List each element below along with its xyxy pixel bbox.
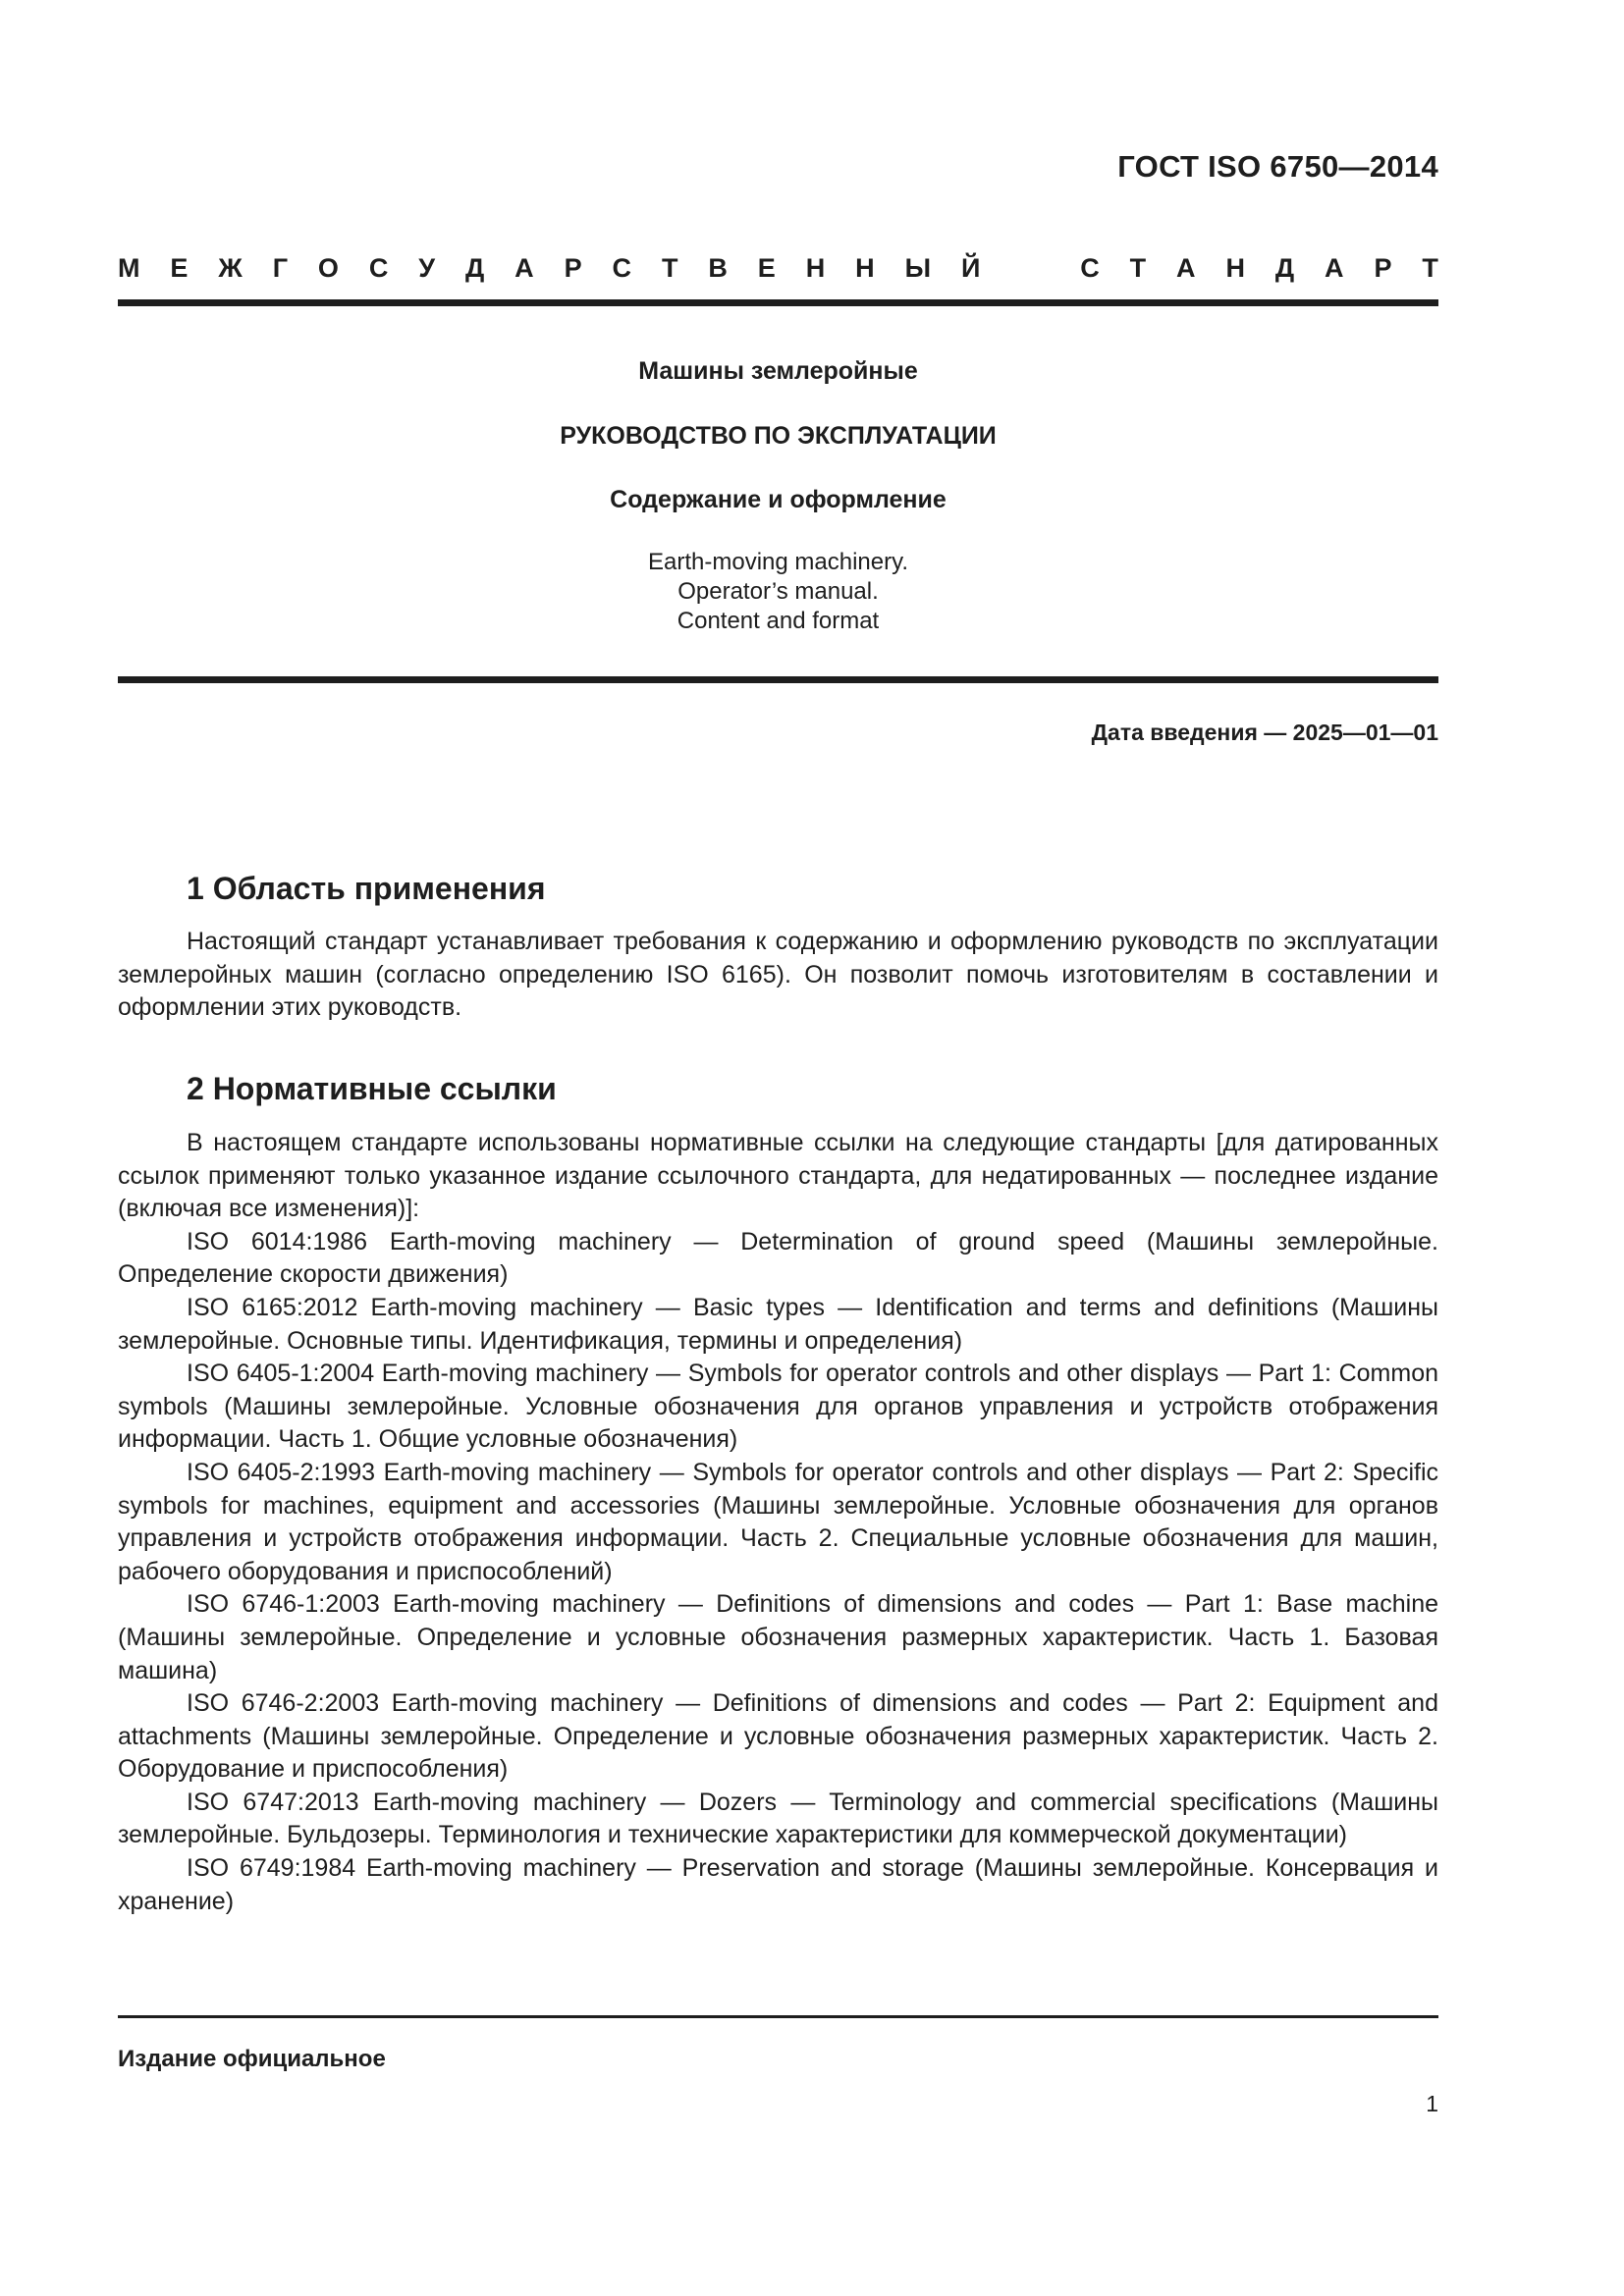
reference-item: ISO 6014:1986 Earth-moving machinery — Determination of ground speed (Машины землеройные. Определение скорости движения)	[118, 1227, 1438, 1289]
reference-item: ISO 6746-2:2003 Earth-moving machinery — Definitions of dimensions and codes — Part 2: Equipment and attachments (Машины землеройные. Определение и условные обозначения размерных характеристик. Часть 2. Оборудование и приспособления)	[118, 1689, 1438, 1784]
spaced-letter: О	[317, 253, 339, 283]
spaced-letter: А	[514, 253, 534, 283]
english-title-line-2: Operator’s manual.	[677, 578, 879, 605]
standard-type-heading	[118, 253, 1438, 284]
reference-item: ISO 6749:1984 Earth-moving machinery — Preservation and storage (Машины землеройные. Консервация и хранение)	[118, 1854, 1438, 1915]
spaced-letter: У	[418, 253, 436, 283]
title-line-2: РУКОВОДСТВО ПО ЭКСПЛУАТАЦИИ	[560, 422, 997, 450]
reference-item: ISO 6165:2012 Earth-moving machinery — Basic types — Identification and terms and definitions (Машины землеройные. Основные типы. Идентификация, термины и определения)	[118, 1293, 1438, 1355]
spaced-letter: Е	[757, 253, 776, 283]
spaced-letter: Е	[170, 253, 189, 283]
spaced-letter: В	[708, 253, 728, 283]
section-1-text: Настоящий стандарт устанавливает требования к содержанию и оформлению руководств по эксплуатации землеройных машин (согласно определению ISO 6165). Он позволит помочь изготовителям в составлении и оформлении этих руководств.	[118, 928, 1438, 1022]
english-title	[118, 548, 1438, 636]
reference-item: ISO 6405-2:1993 Earth-moving machinery — Symbols for operator controls and other displays — Part 2: Specific symbols for machines, equipment and accessories (Машины землеройные. Условные обозначения для органов управления и устройств отображения информации. Часть 2. Специальные условные обозначения для машин, рабочего оборудования и приспособлений)	[118, 1458, 1438, 1585]
spaced-letter: Р	[564, 253, 582, 283]
spaced-letter: Н	[855, 253, 875, 283]
section-2-intro: В настоящем стандарте использованы нормативные ссылки на следующие стандарты [для датированных ссылок применяют только указанное издание ссылочного стандарта, для недатированных — последнее издание (включая все изменения)]:	[118, 1129, 1438, 1223]
spaced-letter: Д	[1274, 253, 1295, 283]
word-gap	[1010, 253, 1050, 284]
spaced-letter: Н	[1225, 253, 1245, 283]
spaced-letter: С	[1080, 253, 1100, 283]
spaced-letter: А	[1176, 253, 1196, 283]
spaced-letter: Н	[805, 253, 826, 283]
page-number: 1	[1426, 2091, 1438, 2116]
spaced-letter: Г	[272, 253, 288, 283]
official-edition-label: Издание официальное	[118, 2046, 386, 2072]
spaced-letter: С	[612, 253, 632, 283]
spaced-letter: Т	[661, 253, 678, 283]
reference-item: ISO 6405-1:2004 Earth-moving machinery — Symbols for operator controls and other displays — Part 1: Common symbols (Машины землеройные. Условные обозначения для органов управления и устройств отображения информации. Часть 1. Общие условные обозначения)	[118, 1360, 1438, 1454]
spaced-letter: Ы	[904, 253, 932, 283]
section-1-heading: 1 Область применения	[187, 871, 546, 906]
spaced-letter: Ж	[218, 253, 243, 283]
spaced-letter: Т	[1422, 253, 1438, 283]
spaced-letter: Й	[960, 253, 981, 283]
spaced-letter: М	[118, 253, 140, 283]
english-title-line-3: Content and format	[677, 608, 880, 634]
title-line-1: Машины землеройные	[638, 357, 918, 385]
english-title-line-1: Earth-moving machinery.	[648, 549, 908, 575]
spaced-letter: С	[368, 253, 389, 283]
title-line-3: Содержание и оформление	[610, 486, 947, 513]
reference-item: ISO 6747:2013 Earth-moving machinery — Dozers — Terminology and commercial specifications (Машины землеройные. Бульдозеры. Терминология и технические характеристики для коммерческой документации)	[118, 1788, 1438, 1849]
document-code: ГОСТ ISO 6750—2014	[1117, 149, 1438, 184]
title-bottom-rule	[118, 676, 1438, 683]
spaced-letter: Д	[465, 253, 485, 283]
footer-rule	[118, 2015, 1438, 2018]
introduction-date: Дата введения — 2025—01—01	[1091, 720, 1438, 745]
normative-references	[118, 1127, 1438, 1918]
spaced-letter: Р	[1374, 253, 1392, 283]
spaced-letter: А	[1325, 253, 1344, 283]
top-rule	[118, 299, 1438, 306]
reference-item: ISO 6746-1:2003 Earth-moving machinery — Definitions of dimensions and codes — Part 1: Base machine (Машины землеройные. Определение и условные обозначения размерных характеристик. Часть 1. Базовая машина)	[118, 1590, 1438, 1684]
spaced-letter: Т	[1129, 253, 1147, 283]
section-2-heading: 2 Нормативные ссылки	[187, 1071, 557, 1106]
